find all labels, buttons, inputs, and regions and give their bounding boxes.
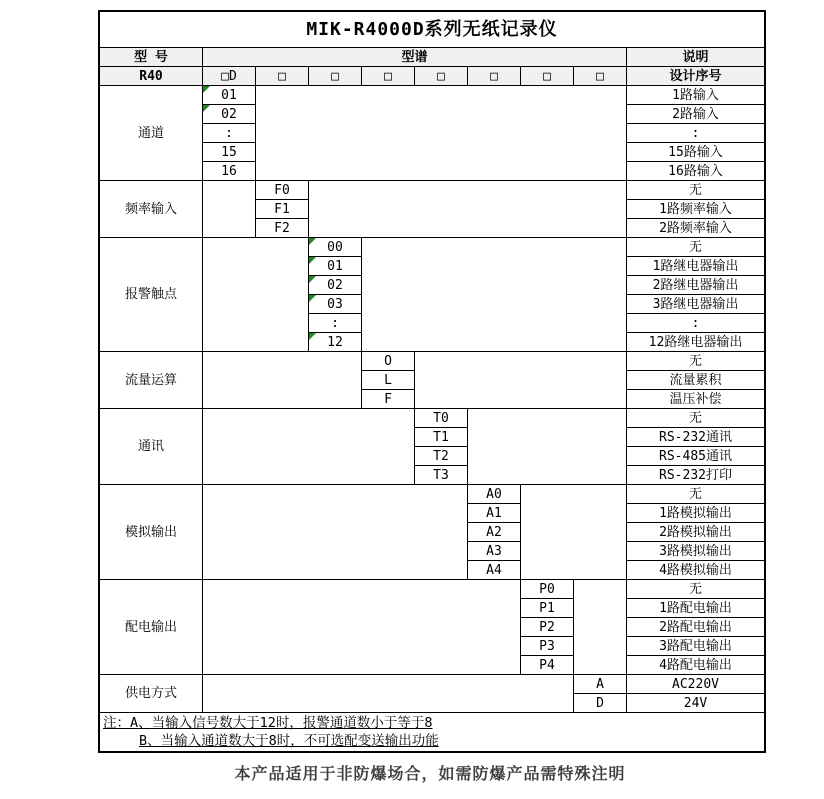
option-code-cell: A0 <box>468 485 521 504</box>
option-code-cell: A4 <box>468 561 521 580</box>
option-desc-cell: RS-232打印 <box>627 466 764 485</box>
spectrum-empty-cell <box>468 409 627 485</box>
section-label: 配电输出 <box>100 580 203 675</box>
option-desc-cell: 无 <box>627 580 764 599</box>
option-code-cell: 16 <box>203 162 256 181</box>
option-desc-cell: 3路模拟输出 <box>627 542 764 561</box>
note-line-b: B、当输入通道数大于8时，不可选配变送输出功能 <box>139 733 439 749</box>
option-desc-cell: RS-232通讯 <box>627 428 764 447</box>
option-desc-cell: 无 <box>627 181 764 200</box>
option-desc-cell: 1路输入 <box>627 86 764 105</box>
comment-marker-icon <box>203 86 210 93</box>
section-label: 流量运算 <box>100 352 203 409</box>
spectrum-empty-cell <box>309 181 627 238</box>
desc-header-cell: 说明 <box>627 48 764 67</box>
option-code-cell: F0 <box>256 181 309 200</box>
option-desc-cell: AC220V <box>627 675 764 694</box>
note-line-a: 注：A、当输入信号数大于12时，报警通道数小于等于8 <box>103 715 433 731</box>
spectrum-empty-cell <box>203 675 574 713</box>
spectrum-empty-cell <box>203 181 256 238</box>
spectrum-placeholder-cell: □ <box>362 67 415 86</box>
option-desc-cell: 4路配电输出 <box>627 656 764 675</box>
option-code-cell: 01 <box>309 257 362 276</box>
spectrum-empty-cell <box>362 238 627 352</box>
spectrum-empty-cell <box>574 580 627 675</box>
spectrum-placeholder-cell: □ <box>415 67 468 86</box>
spec-table <box>98 10 766 753</box>
spectrum-empty-cell <box>521 485 627 580</box>
option-desc-cell: : <box>627 124 764 143</box>
section-label: 供电方式 <box>100 675 203 713</box>
option-desc-cell: 24V <box>627 694 764 713</box>
spectrum-placeholder-cell: □D <box>203 67 256 86</box>
option-code-cell: A1 <box>468 504 521 523</box>
option-desc-cell: 12路继电器输出 <box>627 333 764 352</box>
option-code-cell: F1 <box>256 200 309 219</box>
spectrum-header-cell: 型谱 <box>203 48 627 67</box>
section-label: 模拟输出 <box>100 485 203 580</box>
spectrum-placeholder-cell: □ <box>256 67 309 86</box>
option-desc-cell: 16路输入 <box>627 162 764 181</box>
option-desc-cell: 1路频率输入 <box>627 200 764 219</box>
comment-marker-icon <box>309 333 316 340</box>
option-desc-cell: RS-485通讯 <box>627 447 764 466</box>
spectrum-empty-cell <box>203 238 309 352</box>
option-desc-cell: 3路配电输出 <box>627 637 764 656</box>
option-desc-cell: 无 <box>627 409 764 428</box>
spectrum-empty-cell <box>415 352 627 409</box>
option-code-cell: T3 <box>415 466 468 485</box>
spectrum-placeholder-cell: □ <box>574 67 627 86</box>
option-code-cell: F <box>362 390 415 409</box>
option-code-cell: 12 <box>309 333 362 352</box>
option-desc-cell: 无 <box>627 238 764 257</box>
option-desc-cell: 无 <box>627 485 764 504</box>
option-desc-cell: 流量累积 <box>627 371 764 390</box>
spectrum-placeholder-cell: □ <box>309 67 362 86</box>
option-code-cell: O <box>362 352 415 371</box>
option-code-cell: P1 <box>521 599 574 618</box>
spectrum-placeholder-cell: □ <box>521 67 574 86</box>
option-code-cell: : <box>203 124 256 143</box>
option-code-cell: 02 <box>203 105 256 124</box>
option-desc-cell: : <box>627 314 764 333</box>
spectrum-empty-cell <box>203 580 521 675</box>
option-desc-cell: 无 <box>627 352 764 371</box>
option-desc-cell: 2路模拟输出 <box>627 523 764 542</box>
comment-marker-icon <box>309 295 316 302</box>
option-desc-cell: 2路输入 <box>627 105 764 124</box>
spectrum-placeholder-cell: □ <box>468 67 521 86</box>
spectrum-empty-cell <box>203 409 415 485</box>
model-header-cell: 型 号 <box>100 48 203 67</box>
option-desc-cell: 15路输入 <box>627 143 764 162</box>
comment-marker-icon <box>309 257 316 264</box>
notes <box>100 713 764 751</box>
option-desc-cell: 4路模拟输出 <box>627 561 764 580</box>
design-serial-cell: 设计序号 <box>627 67 764 86</box>
spectrum-empty-cell <box>203 352 362 409</box>
option-desc-cell: 1路模拟输出 <box>627 504 764 523</box>
option-desc-cell: 2路频率输入 <box>627 219 764 238</box>
option-code-cell: A <box>574 675 627 694</box>
option-code-cell: T2 <box>415 447 468 466</box>
page-title: MIK-R4000D系列无纸记录仪 <box>100 12 764 48</box>
option-desc-cell: 1路配电输出 <box>627 599 764 618</box>
option-desc-cell: 温压补偿 <box>627 390 764 409</box>
footer-note: 本产品适用于非防爆场合，如需防爆产品需特殊注明 <box>234 764 626 783</box>
option-code-cell: : <box>309 314 362 333</box>
option-code-cell: P3 <box>521 637 574 656</box>
option-code-cell: 01 <box>203 86 256 105</box>
comment-marker-icon <box>309 276 316 283</box>
model-cell: R40 <box>100 67 203 86</box>
option-code-cell: P2 <box>521 618 574 637</box>
option-code-cell: 00 <box>309 238 362 257</box>
option-code-cell: 15 <box>203 143 256 162</box>
section-label: 频率输入 <box>100 181 203 238</box>
option-desc-cell: 1路继电器输出 <box>627 257 764 276</box>
section-label: 通讯 <box>100 409 203 485</box>
option-code-cell: P0 <box>521 580 574 599</box>
option-desc-cell: 3路继电器输出 <box>627 295 764 314</box>
option-code-cell: L <box>362 371 415 390</box>
spectrum-empty-cell <box>256 86 627 181</box>
section-label: 报警触点 <box>100 238 203 352</box>
option-code-cell: T0 <box>415 409 468 428</box>
option-code-cell: F2 <box>256 219 309 238</box>
comment-marker-icon <box>203 105 210 112</box>
option-code-cell: A2 <box>468 523 521 542</box>
option-code-cell: D <box>574 694 627 713</box>
spectrum-empty-cell <box>203 485 468 580</box>
section-label: 通道 <box>100 86 203 181</box>
option-code-cell: P4 <box>521 656 574 675</box>
option-code-cell: 03 <box>309 295 362 314</box>
option-desc-cell: 2路继电器输出 <box>627 276 764 295</box>
comment-marker-icon <box>309 238 316 245</box>
option-code-cell: A3 <box>468 542 521 561</box>
option-desc-cell: 2路配电输出 <box>627 618 764 637</box>
option-code-cell: 02 <box>309 276 362 295</box>
option-code-cell: T1 <box>415 428 468 447</box>
